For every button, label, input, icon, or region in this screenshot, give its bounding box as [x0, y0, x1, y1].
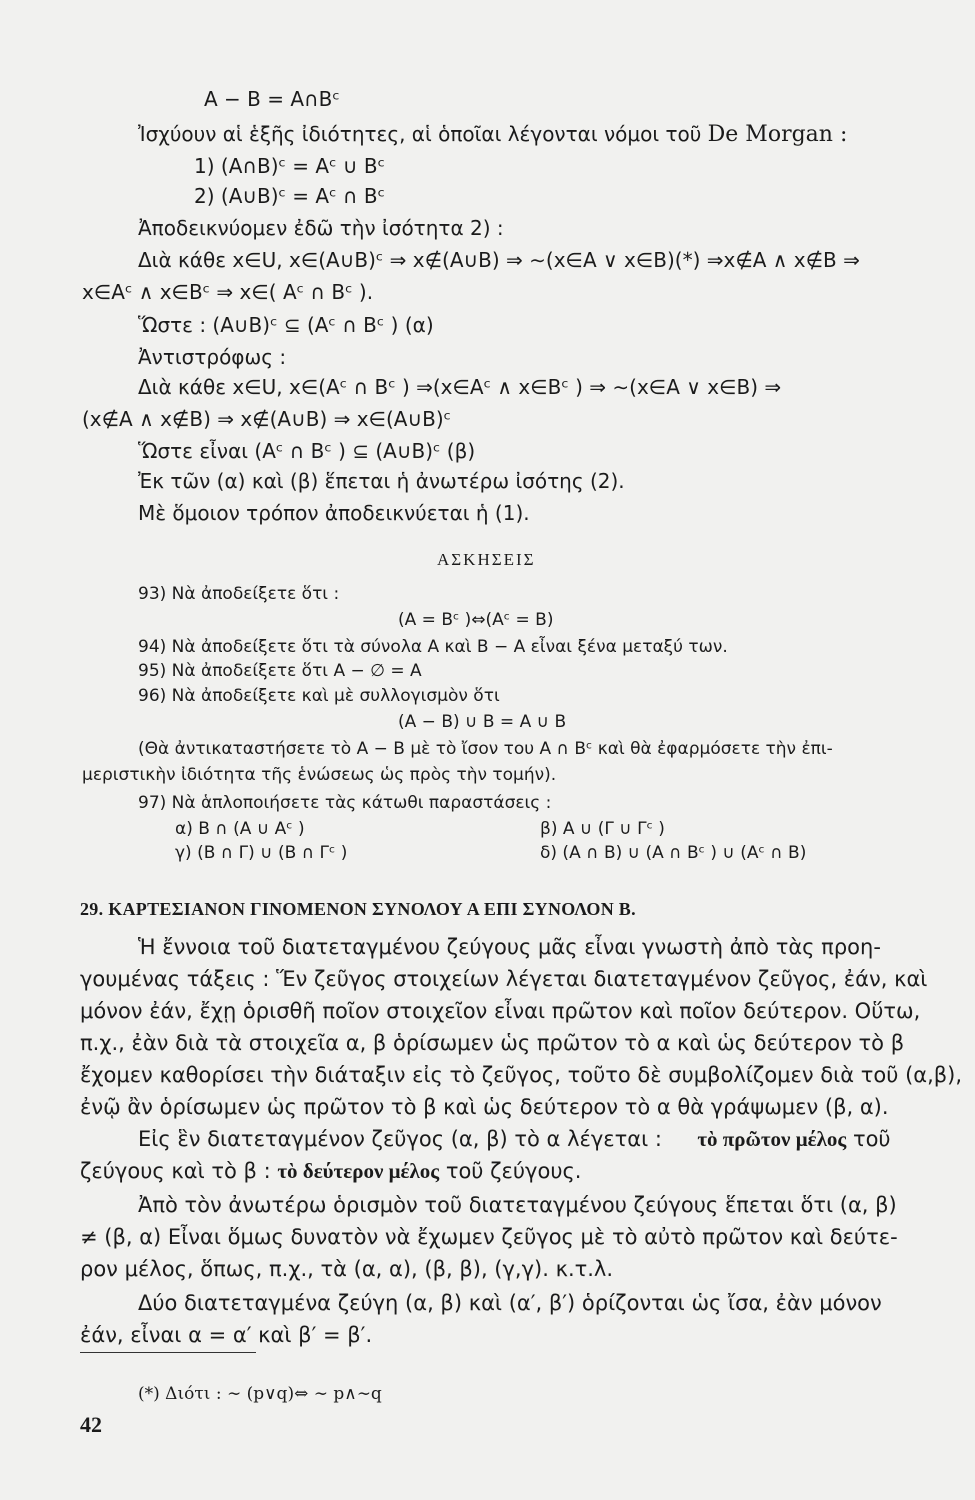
paragraph-2-line-1: Ἀπὸ τὸν ἀνωτέρω ὁρισμὸν τοῦ διατεταγμένου ζεύγους ἕπεται ὅτι (α, β)	[138, 1193, 897, 1217]
paragraph-2-line-2: ≠ (β, α) Εἶναι ὅμως δυνατὸν νὰ ἔχωμεν ζεῦγος μὲ τὸ αὐτὸ πρῶτον καὶ δεύτε-	[80, 1225, 898, 1249]
line-7-text: Εἰς ἓν διατεταγμένον ζεῦγος (α, β) τὸ α λέγεται :	[138, 1127, 662, 1151]
demorgan-name: De Morgan :	[707, 122, 848, 147]
proof-intro: Ἀποδεικνύομεν ἐδῶ τὴν ἰσότητα 2) :	[138, 216, 504, 240]
conclusion: Ἐκ τῶν (α) καὶ (β) ἕπεται ἡ ἀνωτέρω ἰσότης (2).	[138, 469, 625, 493]
exercise-96-note-2: μεριστικὴν ἰδιότητα τῆς ἑνώσεως ὡς πρὸς τὴν τομήν).	[82, 765, 557, 785]
paragraph-1-line-1: Ἡ ἔννοια τοῦ διατεταγμένου ζεύγους μᾶς εἶναι γνωστὴ ἀπὸ τὰς προη-	[138, 935, 881, 959]
exercise-95: 95) Νὰ ἀποδείξετε ὅτι A − ∅ = A	[138, 661, 422, 681]
page-number: 42	[80, 1412, 102, 1437]
demorgan-intro-text: Ἰσχύουν αἱ ἑξῆς ἰδιότητες, αἱ ὁποῖαι λέγονται νόμοι τοῦ	[138, 122, 708, 146]
proof-line-2: x∈Aᶜ ∧ x∈Bᶜ ⇒ x∈( Aᶜ ∩ Bᶜ ).	[82, 280, 374, 304]
line-7-tail: τοῦ	[852, 1127, 891, 1151]
paragraph-1-line-6: ἐνῷ ἂν ὁρίσωμεν ὡς πρῶτον τὸ β καὶ ὡς δεύτερον τὸ α θὰ γράψωμεν (β, α).	[80, 1095, 889, 1119]
paragraph-3-line-1: Δύο διατεταγμένα ζεύγη (α, β) καὶ (α′, β′) ὁρίζονται ὡς ἴσα, ἐὰν μόνον	[138, 1291, 882, 1315]
demorgan-law-2: 2) (A∪B)ᶜ = Aᶜ ∩ Bᶜ	[194, 184, 385, 208]
paragraph-1-line-7	[138, 1125, 891, 1153]
section-heading: 29. ΚΑΡΤΕΣΙΑΝΟΝ ΓΙΝΟΜΕΝΟΝ ΣΥΝΟΛΟΥ Α ΕΠΙ ΣΥΝΟΛΟΝ Β.	[80, 899, 636, 919]
exercise-94: 94) Νὰ ἀποδείξετε ὅτι τὰ σύνολα A καὶ B − A εἶναι ξένα μεταξύ των.	[138, 637, 728, 657]
second-member-term: τὸ δεύτερον μέλος	[277, 1159, 440, 1183]
exercises-title: ΑΣΚΗΣΕΙΣ	[437, 550, 536, 569]
formula-difference: A − B = A∩Bᶜ	[204, 87, 340, 111]
exercise-97-c: γ) (B ∩ Γ) ∪ (B ∩ Γᶜ )	[175, 843, 348, 863]
paragraph-2-line-3: ρον μέλος, ὅπως, π.χ., τὰ (α, α), (β, β), (γ,γ). κ.τ.λ.	[80, 1257, 614, 1281]
line-8-tail: τοῦ ζεύγους.	[439, 1159, 582, 1183]
exercise-96-note-1: (Θὰ ἀντικαταστήσετε τὸ A − B μὲ τὸ ἴσον του A ∩ Bᶜ καὶ θὰ ἐφαρμόσετε τὴν ἐπι-	[138, 739, 833, 759]
exercise-96: 96) Νὰ ἀποδείξετε καὶ μὲ συλλογισμὸν ὅτι	[138, 686, 500, 706]
exercise-97-d: δ) (A ∩ B) ∪ (A ∩ Bᶜ ) ∪ (Aᶜ ∩ B)	[540, 843, 807, 863]
conversely-label: Ἀντιστρόφως :	[138, 345, 287, 369]
paragraph-3-line-2: ἐάν, εἶναι α = α′ καὶ β′ = β′.	[80, 1323, 373, 1347]
demorgan-law-1: 1) (A∩B)ᶜ = Aᶜ ∪ Bᶜ	[194, 154, 385, 178]
paragraph-1-line-8	[80, 1157, 582, 1185]
exercise-97-b: β) A ∪ (Γ ∪ Γᶜ )	[540, 819, 665, 839]
exercise-96-formula: (A − B) ∪ B = A ∪ B	[398, 712, 567, 732]
paragraph-1-line-5: ἔχομεν καθορίσει τὴν διάταξιν εἰς τὸ ζεῦγος, τοῦτο δὲ συμβολίζομεν διὰ τοῦ (α,β),	[80, 1063, 963, 1087]
footnote-rule	[80, 1352, 256, 1353]
exercise-97: 97) Νὰ ἁπλοποιήσετε τὰς κάτωθι παραστάσεις :	[138, 793, 552, 813]
exercise-93-formula: (A = Bᶜ )⇔(Aᶜ = B)	[398, 610, 554, 630]
paragraph-1-line-2: γουμένας τάξεις : Ἕν ζεῦγος στοιχείων λέγεται διατεταγμένον ζεῦγος, ἐάν, καὶ	[80, 967, 928, 991]
exercise-93: 93) Νὰ ἀποδείξετε ὅτι :	[138, 584, 340, 604]
proof-line-1: Διὰ κάθε x∈U, x∈(A∪B)ᶜ ⇒ x∉(A∪B) ⇒ ∼(x∈A ∨ x∈B)(*) ⇒x∉A ∧ x∉B ⇒	[138, 248, 860, 272]
demorgan-intro	[138, 121, 847, 148]
hence-alpha: Ὥστε : (A∪B)ᶜ ⊆ (Aᶜ ∩ Bᶜ ) (α)	[138, 313, 434, 337]
proof-line-3: Διὰ κάθε x∈U, x∈(Aᶜ ∩ Bᶜ ) ⇒(x∈Aᶜ ∧ x∈Bᶜ ) ⇒ ∼(x∈A ∨ x∈B) ⇒	[138, 375, 782, 399]
hence-beta: Ὥστε εἶναι (Aᶜ ∩ Bᶜ ) ⊆ (A∪B)ᶜ (β)	[138, 439, 476, 463]
footnote: (*) Διότι : ∼ (p∨q)⇔ ∼ p∧∼q	[138, 1384, 382, 1404]
proof-line-4: (x∉A ∧ x∉B) ⇒ x∉(A∪B) ⇒ x∈(A∪B)ᶜ	[82, 407, 452, 431]
similarly: Μὲ ὅμοιον τρόπον ἀποδεικνύεται ἡ (1).	[138, 501, 530, 525]
paragraph-1-line-4: π.χ., ἐὰν διὰ τὰ στοιχεῖα α, β ὁρίσωμεν ὡς πρῶτον τὸ α καὶ ὡς δεύτερον τὸ β	[80, 1031, 905, 1055]
line-8-text: ζεύγους καὶ τὸ β :	[80, 1159, 278, 1183]
exercise-97-a: α) B ∩ (A ∪ Aᶜ )	[175, 819, 305, 839]
first-member-term: τὸ πρῶτον μέλος	[697, 1127, 847, 1151]
paragraph-1-line-3: μόνον ἐάν, ἔχῃ ὁρισθῆ ποῖον στοιχεῖον εἶναι πρῶτον καὶ ποῖον δεύτερον. Οὕτω,	[80, 999, 921, 1023]
